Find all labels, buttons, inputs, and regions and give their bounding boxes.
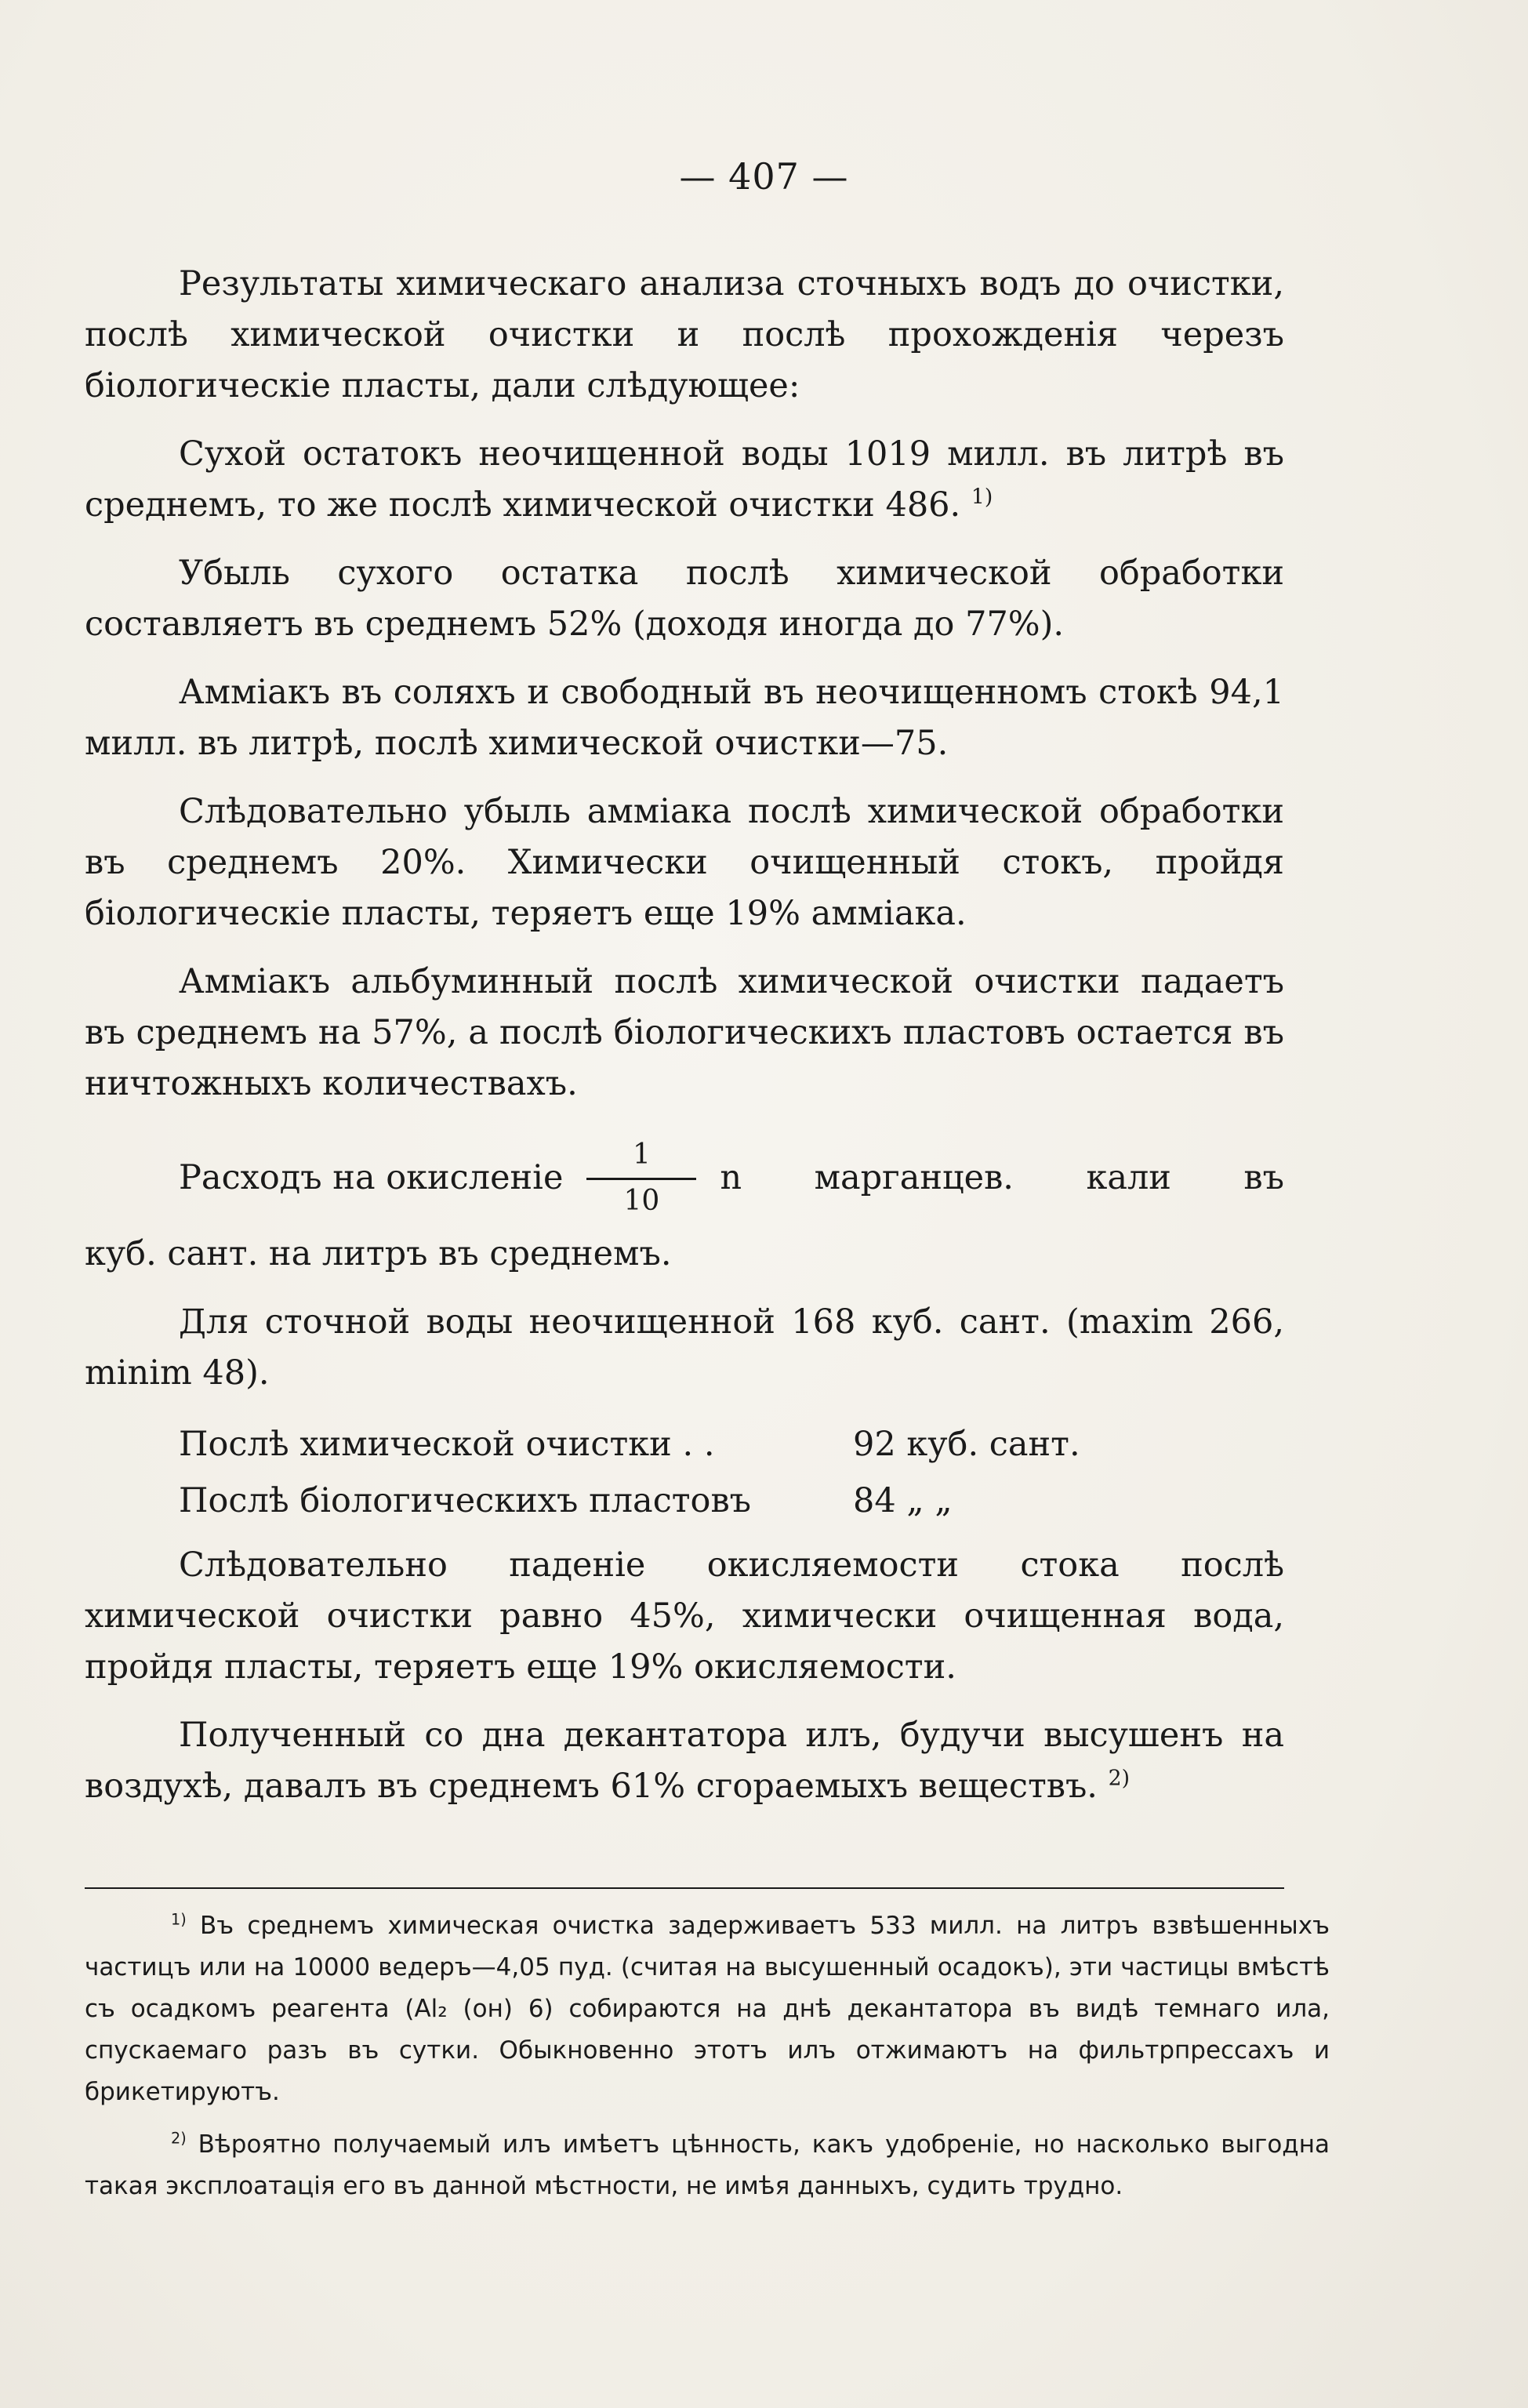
value-row-biological (85, 1473, 1284, 1529)
paragraph-ammonia-loss: Слѣдовательно убыль аммiака послѣ химической обработки въ среднемъ 20%. Химически очищенный стокъ, пройдя біологическіе пласты, теряетъ еще 19% аммiака. (85, 792, 1284, 933)
value-row-label: Послѣ химической очистки . . (179, 1424, 715, 1464)
paragraph-dry-residue-text: Сухой остатокъ неочищенной воды 1019 милл. въ литрѣ въ среднемъ, то же послѣ химической очистки 486. (85, 434, 1284, 525)
paragraph-residue-loss: Убыль сухого остатка послѣ химической обработки составляетъ въ среднемъ 52% (доходя иногда до 77%). (85, 554, 1284, 644)
main-text (85, 259, 1284, 1829)
fraction-denominator: 10 (623, 1184, 660, 1217)
oxidation-formula-line (85, 1127, 1284, 1229)
oxidation-rest: n марганцев. кали въ (720, 1157, 1284, 1197)
page-number: — 407 — (679, 155, 849, 198)
value-row-value: 84 „ „ (853, 1480, 953, 1520)
footnote-ref-1: 1) (971, 485, 993, 510)
value-row-chemical (85, 1416, 1284, 1473)
fraction (586, 1137, 696, 1219)
footnote-1 (85, 1905, 1330, 2113)
paragraph-analysis-results: Результаты химическаго анализа сточныхъ водъ до очистки, послѣ химической очистки и послѣ прохожденія черезъ біологическіе пласты, дали слѣдующее: (85, 264, 1284, 405)
footnote-text: Въ среднемъ химическая очистка задерживаетъ 533 милл. на литръ взвѣшенныхъ частицъ или на 10000 ведеръ—4,05 пуд. (считая на высушенный осадокъ), эти частицы вмѣстѣ съ осадкомъ реагента (Al₂ (он) 6) собираются на днѣ декантатора въ видѣ темнаго ила, спускаемаго разъ въ сутки. Обыкновенно этотъ илъ отжимаютъ на фильтрпрессахъ и брикетируютъ. (85, 1912, 1330, 2106)
oxidation-label: Расходъ на окисленіе (179, 1157, 564, 1197)
paragraph-sludge-text: Полученный со дна декантатора илъ, будучи высушенъ на воздухѣ, давалъ въ среднемъ 61% сгораемыхъ веществъ. (85, 1716, 1284, 1806)
footnote-2 (85, 2124, 1330, 2207)
fraction-numerator: 1 (632, 1138, 651, 1171)
footnotes (85, 1905, 1330, 2218)
footnote-divider (85, 1887, 1284, 1889)
value-row-value: 92 куб. сант. (853, 1424, 1080, 1464)
value-row-label: Послѣ біологическихъ пластовъ (179, 1480, 752, 1520)
footnote-text: Вѣроятно получаемый илъ имѣетъ цѣнность, какъ удобреніе, но насколько выгодна такая эксплоатація его въ данной мѣстности, не имѣя данныхъ, судить трудно. (85, 2130, 1330, 2200)
footnote-ref-2: 2) (1108, 1766, 1131, 1791)
paragraph-albumin-ammonia: Аммiакъ альбуминный послѣ химической очистки падаетъ въ среднемъ на 57%, а послѣ біологическихъ пластовъ остается въ ничтожныхъ количествахъ. (85, 962, 1284, 1103)
paragraph-sludge (85, 1710, 1284, 1812)
paragraph-dry-residue (85, 429, 1284, 531)
paragraph-ammonia-salts: Аммiакъ въ соляхъ и свободный въ неочищенномъ стокѣ 94,1 милл. въ литрѣ, послѣ химической очистки—75. (85, 673, 1284, 763)
oxidation-continuation: куб. сант. на литръ въ среднемъ. (85, 1234, 672, 1273)
footnote-mark: 1) (171, 1910, 187, 1929)
footnote-mark: 2) (171, 2129, 187, 2148)
paragraph-untreated-water: Для сточной воды неочищенной 168 куб. сант. (maxim 266, minim 48). (85, 1302, 1284, 1393)
paragraph-oxidizability-drop: Слѣдовательно паденіе окисляемости стока послѣ химической очистки равно 45%, химически очищенная вода, пройдя пласты, теряетъ еще 19% окисляемости. (85, 1545, 1284, 1687)
